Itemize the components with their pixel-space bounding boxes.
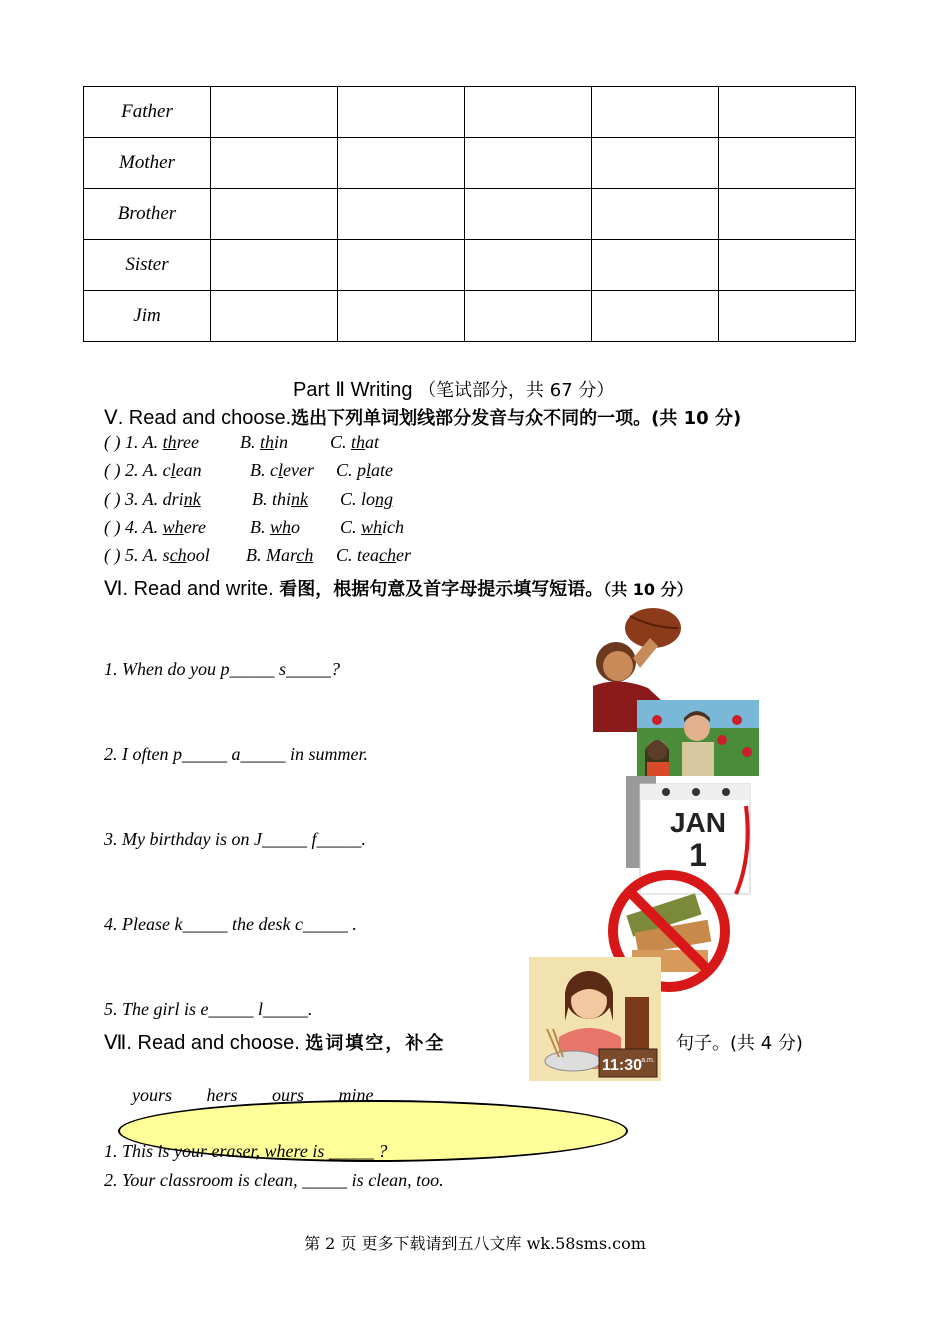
question-line: 4. Please k_____ the desk c_____ .: [104, 914, 357, 934]
row-label: Mother: [84, 138, 211, 189]
question-line: 3. My birthday is on J_____ f_____.: [104, 829, 366, 849]
section-vii-heading-end: 句子。(共 4 分): [676, 1033, 803, 1054]
option-a: ( ) 3. A. drink: [104, 489, 201, 509]
section-vi-heading: Ⅵ. Read and write. 看图，根据句意及首字母提示填写短语。（共 10 分）: [104, 578, 693, 600]
family-table: [83, 86, 856, 342]
question-line: 5. The girl is e_____ l_____.: [104, 999, 313, 1019]
calendar-month: JAN: [669, 807, 727, 838]
option-b: B. thin: [240, 432, 289, 452]
row-label: Brother: [84, 189, 211, 240]
part-title: Part Ⅱ Writing （笔试部分，共 67 分）: [293, 379, 615, 401]
word-bank: [132, 1085, 404, 1106]
question-line: 1. This is your eraser, where is _____ ?: [104, 1141, 388, 1161]
choice-row: [104, 460, 394, 481]
row-label: Sister: [84, 240, 211, 291]
option-b: B. who: [250, 517, 301, 537]
option-b: B. think: [252, 489, 309, 509]
option-a: ( ) 2. A. clean: [104, 460, 202, 480]
picking-apples-picture: [637, 700, 759, 776]
option-c: C. which: [340, 517, 405, 537]
option-c: C. long: [340, 489, 394, 509]
choice-row: [104, 545, 412, 566]
row-label: Jim: [84, 291, 211, 342]
calendar-day: 1: [689, 837, 707, 873]
option-c: C. teacher: [336, 545, 412, 565]
word-bank-word: ours: [272, 1085, 305, 1105]
option-a: ( ) 4. A. where: [104, 517, 207, 537]
option-c: C. plate: [336, 460, 394, 480]
row-label: Father: [84, 87, 211, 138]
word-bank-word: yours: [132, 1085, 172, 1105]
table-row: [84, 138, 856, 189]
table-row: [84, 189, 856, 240]
choice-row: [104, 432, 380, 453]
word-bank-word: hers: [206, 1085, 238, 1105]
question-line: 2. I often p_____ a_____ in summer.: [104, 744, 368, 764]
option-b: B. March: [246, 545, 314, 565]
choice-row: [104, 489, 394, 510]
option-a: ( ) 1. A. three: [104, 432, 200, 452]
choice-row: [104, 517, 405, 538]
word-bank-word: mine: [338, 1085, 374, 1105]
table-row: [84, 240, 856, 291]
question-line: 1. When do you p_____ s_____?: [104, 659, 340, 679]
section-vii-heading: Ⅶ. Read and choose. 选词填空，补全: [104, 1032, 446, 1054]
option-c: C. that: [330, 432, 380, 452]
table-row: [84, 291, 856, 342]
page-footer: 第 2 页 更多下载请到五八文库 wk.58sms.com: [304, 1234, 646, 1253]
table-row: [84, 87, 856, 138]
clock-time: 11:30: [601, 1057, 643, 1074]
option-a: ( ) 5. A. school: [104, 545, 210, 565]
question-line: 2. Your classroom is clean, _____ is clean, too.: [104, 1170, 444, 1190]
clock-ampm: a.m.: [641, 1057, 655, 1064]
girl-eating-lunch-picture: [529, 957, 661, 1081]
section-v-heading: Ⅴ. Read and choose.选出下列单词划线部分发音与众不同的一项。(共 10 分): [104, 407, 742, 429]
option-b: B. clever: [250, 460, 314, 480]
